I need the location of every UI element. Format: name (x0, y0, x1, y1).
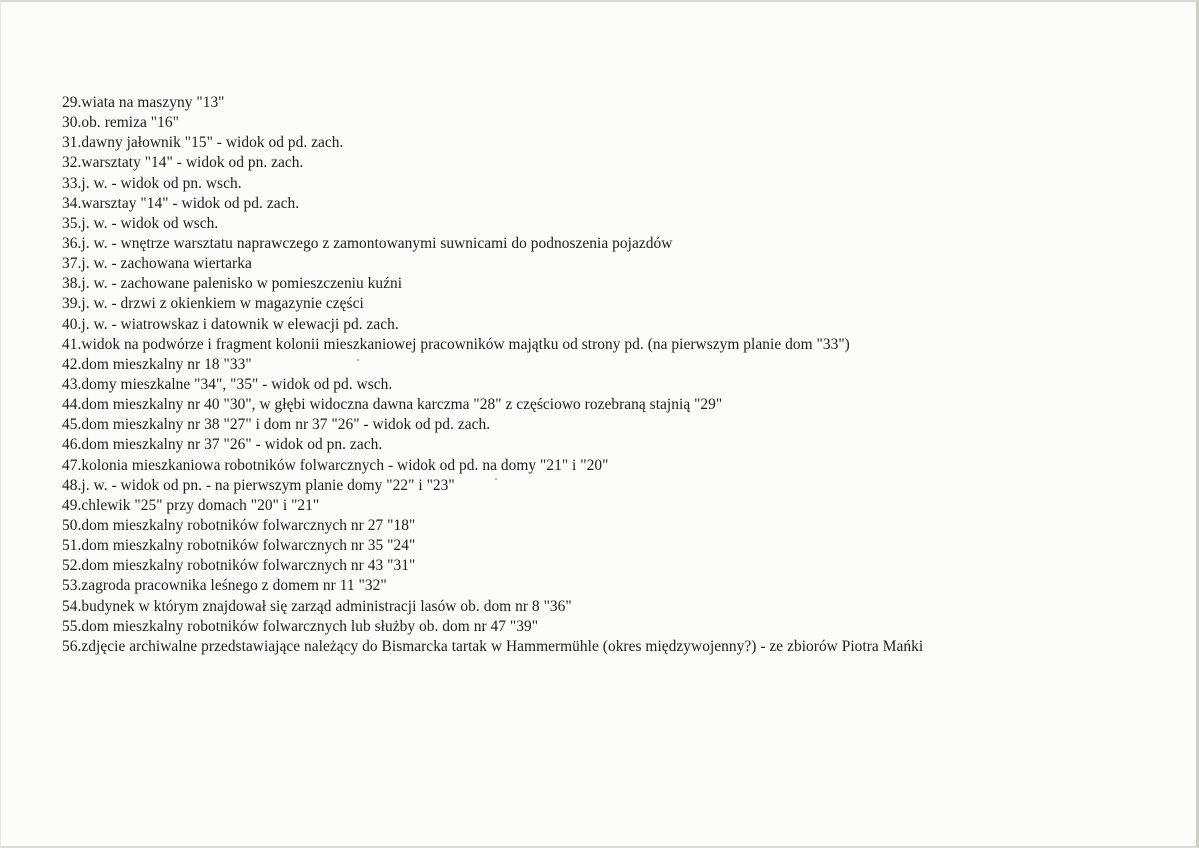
caption-number: 50 (62, 516, 78, 534)
caption-item (62, 415, 923, 435)
caption-text: kolonia mieszkaniowa robotników folwarcznych - widok od pd. na domy "21" i "20" (81, 456, 609, 474)
caption-item (62, 214, 923, 234)
caption-number: 38 (62, 275, 78, 293)
caption-number: 41 (62, 335, 78, 353)
caption-separator: . (77, 496, 82, 514)
caption-separator: . (77, 617, 82, 635)
caption-text: widok na podwórze i fragment kolonii mieszkaniowej pracowników majątku od strony pd. (na pierwszym planie dom "33") (81, 335, 850, 353)
scan-speck (357, 359, 359, 361)
caption-number: 46 (62, 436, 78, 454)
caption-text: dom mieszkalny robotników folwarcznych lub służby ob. dom nr 47 "39" (81, 617, 539, 635)
caption-text: j. w. - wnętrze warsztatu naprawczego z zamontowanymi suwnicami do podnoszenia pojazdów (81, 234, 673, 252)
caption-item (62, 113, 923, 133)
caption-number: 32 (62, 154, 78, 172)
caption-separator: . (77, 476, 82, 494)
caption-text: zdjęcie archiwalne przedstawiające należący do Bismarcka tartak w Hammermühle (okres międzywojenny?) - ze zbiorów Piotra Mańki (81, 637, 924, 655)
caption-separator: . (77, 275, 82, 293)
caption-text: dom mieszkalny nr 40 "30", w głębi widoczna dawna karczma "28" z częściowo rozebraną stajnią "29" (81, 396, 723, 414)
caption-number: 49 (62, 496, 78, 514)
caption-item (62, 153, 923, 173)
caption-text: ob. remiza "16" (81, 114, 179, 132)
caption-number: 29 (62, 94, 78, 111)
caption-text: j. w. - widok od pn. - na pierwszym planie domy "22" i "23" (81, 476, 455, 494)
caption-text: j. w. - widok od pn. wsch. (81, 174, 242, 192)
caption-item (62, 355, 923, 375)
caption-text: wiata na maszyny "13" (81, 94, 225, 111)
caption-text: j. w. - drzwi z okienkiem w magazynie części (81, 295, 364, 313)
caption-separator: . (77, 557, 82, 575)
caption-item (62, 254, 923, 274)
caption-text: j. w. - widok od wsch. (81, 214, 219, 232)
caption-separator: . (77, 335, 82, 353)
caption-separator: . (77, 375, 82, 393)
caption-item (62, 496, 923, 516)
caption-item (62, 93, 923, 113)
caption-item (62, 576, 923, 596)
caption-number: 55 (62, 617, 78, 635)
caption-text: dom mieszkalny robotników folwarcznych nr 43 "31" (81, 557, 416, 575)
caption-text: warsztaty "14" - widok od pn. zach. (81, 154, 304, 172)
caption-item (62, 395, 923, 415)
caption-text: budynek w którym znajdował się zarząd administracji lasów ob. dom nr 8 "36" (81, 597, 572, 615)
caption-separator: . (77, 154, 82, 172)
caption-separator: . (77, 456, 82, 474)
caption-separator: . (77, 597, 82, 615)
caption-number: 40 (62, 315, 78, 333)
caption-item (62, 294, 923, 314)
caption-number: 53 (62, 577, 78, 595)
caption-number: 52 (62, 557, 78, 575)
caption-text: j. w. - zachowana wiertarka (81, 255, 252, 273)
caption-text: dom mieszkalny nr 38 "27" i dom nr 37 "26" - widok od pd. zach. (81, 416, 491, 434)
caption-item (62, 597, 923, 617)
caption-item (62, 335, 923, 355)
caption-text: j. w. - wiatrowskaz i datownik w elewacji pd. zach. (81, 315, 399, 333)
caption-item (62, 617, 923, 637)
caption-separator: . (77, 134, 82, 152)
caption-number: 54 (62, 597, 78, 615)
photo-caption-list (62, 93, 923, 657)
caption-separator: . (77, 537, 82, 555)
caption-separator: . (77, 416, 82, 434)
caption-text: warsztay "14" - widok od pd. zach. (81, 194, 300, 212)
caption-item (62, 516, 923, 536)
caption-separator: . (77, 516, 82, 534)
caption-separator: . (77, 355, 82, 373)
caption-text: dom mieszkalny robotników folwarcznych nr 27 "18" (81, 516, 416, 534)
caption-text: dom mieszkalny nr 18 "33" (81, 355, 252, 373)
caption-number: 56 (62, 637, 78, 655)
caption-item (62, 375, 923, 395)
caption-number: 43 (62, 375, 78, 393)
caption-separator: . (77, 255, 82, 273)
caption-number: 35 (62, 214, 78, 232)
caption-item (62, 637, 923, 657)
caption-number: 34 (62, 194, 78, 212)
caption-separator: . (77, 396, 82, 414)
caption-item (62, 556, 923, 576)
caption-separator: . (77, 577, 82, 595)
caption-item (62, 133, 923, 153)
caption-separator: . (77, 194, 82, 212)
caption-text: dawny jałownik "15" - widok od pd. zach. (81, 134, 344, 152)
caption-text: domy mieszkalne "34", "35" - widok od pd. wsch. (81, 375, 393, 393)
caption-separator: . (77, 637, 82, 655)
caption-text: j. w. - zachowane palenisko w pomieszczeniu kuźni (81, 275, 403, 293)
caption-number: 45 (62, 416, 78, 434)
caption-number: 33 (62, 174, 78, 192)
caption-number: 47 (62, 456, 78, 474)
caption-number: 44 (62, 396, 78, 414)
caption-separator: . (77, 315, 82, 333)
caption-separator: . (77, 234, 82, 252)
caption-text: chlewik "25" przy domach "20" i "21" (81, 496, 320, 514)
caption-separator: . (77, 436, 82, 454)
caption-separator: . (77, 94, 82, 111)
caption-item (62, 174, 923, 194)
caption-text: dom mieszkalny nr 37 "26" - widok od pn. zach. (81, 436, 383, 454)
caption-item (62, 476, 923, 496)
caption-item (62, 234, 923, 254)
caption-item (62, 435, 923, 455)
caption-text: zagroda pracownika leśnego z domem nr 11 "32" (81, 577, 387, 595)
caption-item (62, 194, 923, 214)
caption-item (62, 456, 923, 476)
caption-separator: . (77, 295, 82, 313)
caption-number: 42 (62, 355, 78, 373)
caption-item (62, 536, 923, 556)
caption-number: 39 (62, 295, 78, 313)
caption-number: 36 (62, 234, 78, 252)
caption-text: dom mieszkalny robotników folwarcznych nr 35 "24" (81, 537, 416, 555)
caption-item (62, 274, 923, 294)
caption-number: 30 (62, 114, 78, 132)
caption-number: 31 (62, 134, 78, 152)
caption-separator: . (77, 214, 82, 232)
caption-number: 37 (62, 255, 78, 273)
caption-number: 48 (62, 476, 78, 494)
caption-number: 51 (62, 537, 78, 555)
caption-separator: . (77, 174, 82, 192)
scan-speck (495, 478, 497, 480)
caption-item (62, 315, 923, 335)
caption-separator: . (77, 114, 82, 132)
